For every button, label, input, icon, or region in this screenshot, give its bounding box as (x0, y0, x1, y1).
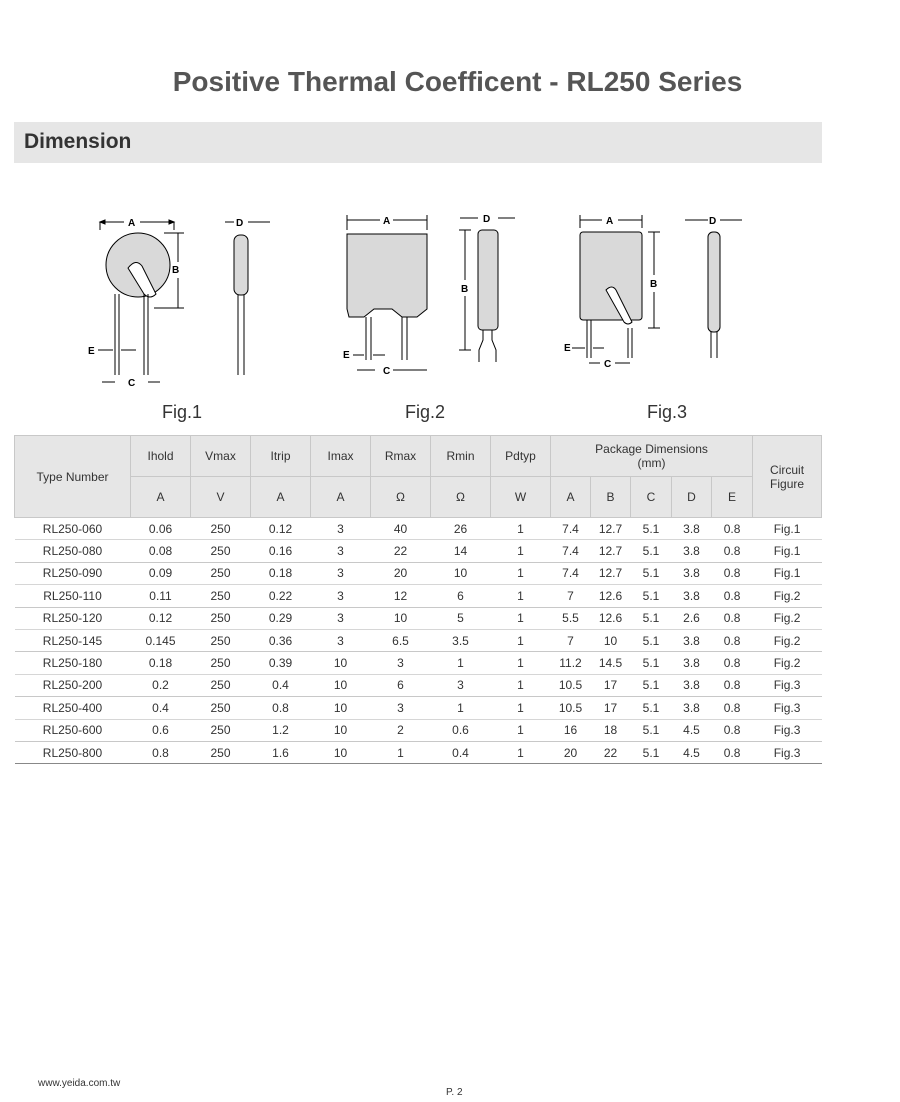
table-cell: Fig.2 (753, 629, 822, 651)
unit-cell: C (631, 477, 672, 518)
unit-cell: V (191, 477, 251, 518)
fig1-drawing (80, 210, 290, 395)
table-cell: Fig.1 (753, 518, 822, 540)
table-cell: 0.18 (131, 652, 191, 674)
type-number-cell: RL250-060 (15, 518, 131, 540)
table-row (15, 697, 822, 719)
table-cell: 12.6 (591, 607, 631, 629)
table-cell: 10 (311, 719, 371, 741)
table-cell: 250 (191, 697, 251, 719)
header-package-dimensions: Package Dimensions (mm) (551, 436, 753, 477)
type-number-cell: RL250-110 (15, 585, 131, 607)
table-cell: 12.7 (591, 540, 631, 562)
table-cell: 5.1 (631, 652, 672, 674)
table-cell: 0.4 (251, 674, 311, 696)
table-cell: 2.6 (672, 607, 712, 629)
unit-cell: A (251, 477, 311, 518)
fig2-label: Fig.2 (405, 402, 446, 422)
table-cell: 1 (431, 697, 491, 719)
table-cell: 20 (371, 562, 431, 584)
table-cell: 1 (491, 652, 551, 674)
table-row (15, 540, 822, 562)
table-cell: 0.08 (131, 540, 191, 562)
table-cell: 10.5 (551, 697, 591, 719)
header-rmax: Rmax (371, 436, 431, 477)
table-cell: Fig.1 (753, 562, 822, 584)
table-cell: 0.8 (131, 741, 191, 763)
table-cell: Fig.3 (753, 719, 822, 741)
section-header (14, 122, 822, 163)
type-number-cell: RL250-145 (15, 629, 131, 651)
unit-cell: E (712, 477, 753, 518)
unit-cell: D (672, 477, 712, 518)
table-cell: Fig.2 (753, 607, 822, 629)
table-cell: 0.8 (712, 652, 753, 674)
table-cell: 5.1 (631, 719, 672, 741)
table-cell: 3.8 (672, 540, 712, 562)
table-row (15, 652, 822, 674)
table-cell: 6 (431, 585, 491, 607)
table-cell: 5.1 (631, 518, 672, 540)
table-cell: 4.5 (672, 719, 712, 741)
table-cell: 3.8 (672, 562, 712, 584)
type-number-cell: RL250-600 (15, 719, 131, 741)
table-cell: 1 (491, 585, 551, 607)
table-cell: 40 (371, 518, 431, 540)
table-cell: 6 (371, 674, 431, 696)
table-cell: 20 (551, 741, 591, 763)
table-cell: 3 (371, 652, 431, 674)
table-cell: 0.39 (251, 652, 311, 674)
type-number-cell: RL250-080 (15, 540, 131, 562)
table-cell: 1 (491, 607, 551, 629)
table-cell: 5.1 (631, 585, 672, 607)
table-cell: 5.1 (631, 540, 672, 562)
fig2-dim-e: E (343, 350, 350, 361)
unit-cell: A (551, 477, 591, 518)
table-cell: 7 (551, 629, 591, 651)
table-cell: 7.4 (551, 518, 591, 540)
fig1-dim-b: B (172, 265, 180, 276)
table-cell: 10 (371, 607, 431, 629)
table-cell: 0.8 (251, 697, 311, 719)
header-rmin: Rmin (431, 436, 491, 477)
fig2-dim-c: C (383, 366, 391, 377)
table-cell: 0.11 (131, 585, 191, 607)
fig1-label: Fig.1 (162, 402, 203, 422)
dimension-figures (0, 200, 900, 430)
table-cell: 3.5 (431, 629, 491, 651)
table-cell: 3.8 (672, 585, 712, 607)
table-cell: 0.4 (431, 741, 491, 763)
table-cell: 250 (191, 652, 251, 674)
type-number-cell: RL250-200 (15, 674, 131, 696)
table-cell: 12.7 (591, 562, 631, 584)
table-cell: 0.12 (131, 607, 191, 629)
table-cell: 12.6 (591, 585, 631, 607)
table-cell: 3 (311, 585, 371, 607)
table-cell: 3 (311, 540, 371, 562)
table-cell: 250 (191, 629, 251, 651)
table-cell: 0.36 (251, 629, 311, 651)
table-row (15, 607, 822, 629)
table-cell: 5 (431, 607, 491, 629)
table-cell: 0.8 (712, 674, 753, 696)
table-cell: 1 (491, 741, 551, 763)
table-cell: 3.8 (672, 697, 712, 719)
table-cell: 0.29 (251, 607, 311, 629)
table-cell: 1 (491, 674, 551, 696)
table-cell: 22 (591, 741, 631, 763)
table-cell: 0.8 (712, 518, 753, 540)
header-pdtyp: Pdtyp (491, 436, 551, 477)
table-cell: 3.8 (672, 652, 712, 674)
table-cell: 4.5 (672, 741, 712, 763)
table-row (15, 674, 822, 696)
table-cell: 5.1 (631, 629, 672, 651)
fig3-dim-c: C (604, 359, 612, 370)
table-cell: 10 (311, 697, 371, 719)
table-row (15, 562, 822, 584)
fig1-dim-c: C (128, 378, 136, 389)
table-cell: 7.4 (551, 562, 591, 584)
fig3-dim-e: E (564, 343, 571, 354)
table-cell: 3 (311, 518, 371, 540)
table-cell: 7 (551, 585, 591, 607)
table-cell: 3 (431, 674, 491, 696)
unit-cell: Ω (431, 477, 491, 518)
fig3-dim-a: A (606, 216, 614, 227)
table-cell: Fig.3 (753, 741, 822, 763)
type-number-cell: RL250-800 (15, 741, 131, 763)
header-itrip: Itrip (251, 436, 311, 477)
table-cell: Fig.1 (753, 540, 822, 562)
header-vmax: Vmax (191, 436, 251, 477)
table-cell: 250 (191, 741, 251, 763)
table-cell: 0.16 (251, 540, 311, 562)
header-type-number: Type Number (15, 436, 131, 518)
table-cell: 0.8 (712, 741, 753, 763)
table-cell: 10 (311, 741, 371, 763)
type-number-cell: RL250-180 (15, 652, 131, 674)
table-cell: 250 (191, 674, 251, 696)
table-cell: 10 (311, 674, 371, 696)
table-cell: Fig.3 (753, 697, 822, 719)
fig3-dim-d: D (709, 216, 717, 227)
table-cell: 6.5 (371, 629, 431, 651)
fig3-label: Fig.3 (647, 402, 688, 422)
fig1-dim-e: E (88, 346, 95, 357)
table-cell: 250 (191, 719, 251, 741)
table-cell: 3.8 (672, 674, 712, 696)
table-cell: 18 (591, 719, 631, 741)
table-cell: 10 (591, 629, 631, 651)
table-cell: 0.8 (712, 585, 753, 607)
table-cell: 12.7 (591, 518, 631, 540)
table-cell: 250 (191, 540, 251, 562)
table-cell: 11.2 (551, 652, 591, 674)
table-cell: 250 (191, 585, 251, 607)
table-cell: 0.145 (131, 629, 191, 651)
spec-table (14, 435, 822, 764)
table-row (15, 629, 822, 651)
footer-page-number: P. 2 (446, 1087, 463, 1098)
unit-cell: W (491, 477, 551, 518)
fig3-drawing (560, 210, 755, 380)
table-cell: 0.09 (131, 562, 191, 584)
unit-cell: B (591, 477, 631, 518)
table-cell: 1 (491, 719, 551, 741)
table-cell: 3 (311, 629, 371, 651)
table-cell: 250 (191, 607, 251, 629)
table-cell: 17 (591, 697, 631, 719)
table-cell: 16 (551, 719, 591, 741)
fig1-dim-a: A (128, 218, 136, 229)
table-cell: 0.6 (431, 719, 491, 741)
type-number-cell: RL250-400 (15, 697, 131, 719)
table-cell: Fig.2 (753, 652, 822, 674)
unit-cell: Ω (371, 477, 431, 518)
table-cell: 1 (491, 629, 551, 651)
table-cell: 5.1 (631, 741, 672, 763)
table-cell: Fig.3 (753, 674, 822, 696)
section-title: Dimension (24, 130, 132, 153)
table-cell: 10 (311, 652, 371, 674)
table-cell: 0.12 (251, 518, 311, 540)
table-cell: 0.8 (712, 719, 753, 741)
table-cell: 1 (371, 741, 431, 763)
table-cell: 3 (311, 607, 371, 629)
table-cell: 1 (431, 652, 491, 674)
table-cell: 0.22 (251, 585, 311, 607)
table-row (15, 585, 822, 607)
table-cell: 3 (311, 562, 371, 584)
type-number-cell: RL250-090 (15, 562, 131, 584)
table-cell: 1 (491, 540, 551, 562)
table-cell: 3 (371, 697, 431, 719)
table-cell: 0.8 (712, 607, 753, 629)
unit-cell: A (131, 477, 191, 518)
table-cell: 0.8 (712, 562, 753, 584)
table-cell: 3.8 (672, 518, 712, 540)
table-cell: 17 (591, 674, 631, 696)
table-cell: 26 (431, 518, 491, 540)
table-cell: 0.6 (131, 719, 191, 741)
header-imax: Imax (311, 436, 371, 477)
table-row (15, 719, 822, 741)
table-cell: 250 (191, 562, 251, 584)
table-cell: 250 (191, 518, 251, 540)
table-cell: 0.8 (712, 540, 753, 562)
fig3-dim-b: B (650, 279, 658, 290)
table-cell: 0.18 (251, 562, 311, 584)
table-cell: 10.5 (551, 674, 591, 696)
table-cell: 0.8 (712, 697, 753, 719)
fig2-dim-b: B (461, 284, 469, 295)
table-cell: 1.2 (251, 719, 311, 741)
table-cell: 1 (491, 562, 551, 584)
header-circuit-figure: Circuit Figure (753, 436, 822, 518)
table-cell: 5.1 (631, 674, 672, 696)
table-cell: 2 (371, 719, 431, 741)
table-cell: 0.8 (712, 629, 753, 651)
table-cell: 5.1 (631, 607, 672, 629)
table-row (15, 518, 822, 540)
table-cell: 14.5 (591, 652, 631, 674)
fig2-dim-a: A (383, 216, 391, 227)
header-ihold: Ihold (131, 436, 191, 477)
table-cell: 0.4 (131, 697, 191, 719)
table-cell: 14 (431, 540, 491, 562)
table-row (15, 741, 822, 763)
table-cell: 10 (431, 562, 491, 584)
unit-cell: A (311, 477, 371, 518)
table-cell: 5.1 (631, 697, 672, 719)
table-cell: Fig.2 (753, 585, 822, 607)
type-number-cell: RL250-120 (15, 607, 131, 629)
table-cell: 1 (491, 697, 551, 719)
fig2-drawing (335, 210, 535, 385)
fig2-dim-d: D (483, 214, 491, 225)
page-title: Positive Thermal Coefficent - RL250 Series (172, 66, 743, 97)
table-cell: 22 (371, 540, 431, 562)
fig1-dim-d: D (236, 218, 244, 229)
table-cell: 7.4 (551, 540, 591, 562)
table-cell: 5.5 (551, 607, 591, 629)
table-cell: 1.6 (251, 741, 311, 763)
footer-url: www.yeida.com.tw (38, 1078, 121, 1089)
table-cell: 1 (491, 518, 551, 540)
table-cell: 12 (371, 585, 431, 607)
table-cell: 0.06 (131, 518, 191, 540)
table-cell: 0.2 (131, 674, 191, 696)
table-cell: 3.8 (672, 629, 712, 651)
table-cell: 5.1 (631, 562, 672, 584)
